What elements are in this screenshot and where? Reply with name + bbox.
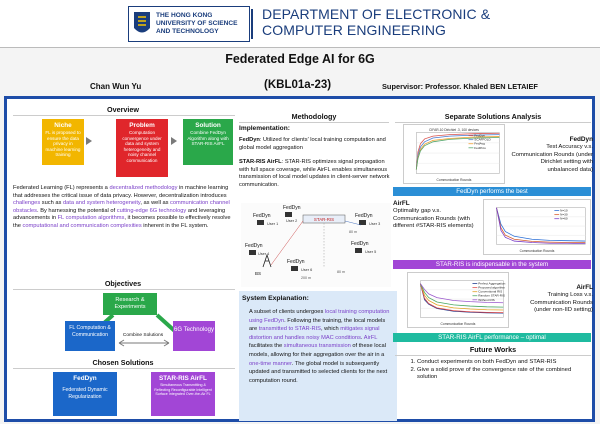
solution-text: Combine FedDyn Algorithm along with STAR-RIS AirFL	[187, 130, 229, 147]
objectives-rule	[13, 289, 235, 290]
user-6-label: User 6	[301, 268, 313, 272]
legend-label: Random STAR-RIS	[478, 293, 505, 298]
legend-label: Without RIS	[478, 297, 495, 302]
legend-label: N=10	[560, 208, 568, 213]
user-3-label: User 3	[369, 222, 381, 226]
body-text: facilitates the	[249, 343, 284, 350]
highlight-text: mitigates signal distortion and handles noisy MAC conditions	[249, 326, 380, 341]
diagram-star-ris-label: STAR-RIS	[313, 217, 335, 222]
methodology-rule	[239, 122, 389, 123]
body-text: . The global model is subsequently updated and transmitted to selected clients for the next computation round.	[249, 360, 388, 384]
feddyn-description	[239, 137, 391, 152]
solution-title: Solution	[195, 122, 221, 129]
user-2-label: User 2	[286, 219, 298, 223]
arrow-right-icon	[86, 137, 92, 145]
combine-solutions-label: Combine Solutions	[122, 333, 164, 338]
legend-label: N=30	[560, 212, 568, 217]
highlight-text: simultaneous transmission	[283, 343, 351, 350]
overview-paragraph	[13, 185, 235, 231]
overview-rule	[13, 115, 235, 116]
loss-analysis-description: Training Loss v.s. Communication Rounds (under non-IID setting)	[530, 292, 593, 314]
niche-text: FL is proposed to ensure the data privacy in machine learning training	[45, 130, 81, 158]
base-station-label: BS	[255, 271, 262, 276]
system-diagram	[241, 203, 391, 287]
future-item: 1. Conduct experiments on both FedDyn and STAR-RIS	[417, 359, 579, 367]
legend-label: Proposed algorithm	[478, 285, 505, 290]
implementation-label: Implementation:	[239, 125, 290, 132]
loss-analysis-text	[513, 283, 593, 315]
highlight-text: computational and communication complexities	[22, 222, 142, 229]
user-device-icon	[355, 248, 362, 253]
optimality-analysis-title: AirFL	[393, 200, 410, 207]
body-text: and leveraging advancements in	[13, 207, 226, 222]
highlight-text: FL computation algorithms	[57, 215, 125, 222]
body-text: , as well as	[140, 200, 171, 207]
feddyn-solution-card	[53, 372, 117, 416]
legend-label: N=60	[560, 216, 568, 221]
methodology-heading: Methodology	[291, 112, 337, 121]
training-loss-plot	[407, 272, 509, 328]
star-ris-caption: STAR-RIS is indispensable in the system	[393, 260, 591, 269]
logo-line-3: AND TECHNOLOGY	[156, 28, 219, 36]
highlight-text: challenges	[13, 200, 41, 207]
header-divider	[251, 9, 253, 39]
chosen-solutions-heading: Chosen Solutions	[92, 358, 154, 367]
highlight-text: data and system heterogeneity	[62, 200, 141, 207]
star-ris-solution-text: Simultaneous Transmitting & Reflecting Reconfigurable Intelligent Surface Integrated Over-the-Air FL	[154, 383, 212, 397]
highlight-text: AirFL	[363, 334, 378, 341]
user-device-icon	[359, 220, 366, 225]
distance-label: 200 m	[301, 276, 311, 280]
body-text: Federated Learning (FL) represents a	[13, 185, 110, 191]
problem-title: Problem	[129, 122, 155, 129]
x-axis-label: Communication Rounds	[436, 178, 472, 183]
logo-line-2: UNIVERSITY OF SCIENCE	[156, 19, 238, 27]
loss-analysis-title: AirFL	[576, 284, 593, 291]
author: Chan Wun Yu	[90, 82, 142, 91]
overview-heading: Overview	[107, 105, 139, 114]
legend-label: FedProx	[474, 145, 486, 150]
user-5-label: User 5	[365, 250, 377, 254]
poster-title: Federated Edge AI for 6G	[225, 52, 375, 66]
user-4-label: User 4	[258, 252, 270, 256]
body-text: of these local models, allowing for their aggregation over the air in a	[249, 343, 386, 358]
diagram-feddyn-2: FedDyn	[283, 205, 301, 211]
body-text: , which	[320, 326, 341, 333]
feddyn-label: FedDyn	[239, 137, 260, 143]
feddyn-analysis-title: FedDyn	[569, 136, 593, 143]
legend-label: FedAvg	[474, 141, 485, 146]
feddyn-analysis-description: Test Accuracy v.s. Communication Rounds (under Dirichlet setting with unbalanced data)	[511, 144, 593, 174]
x-axis-label: Communication Rounds	[440, 322, 476, 327]
poster-panel	[4, 96, 595, 422]
6g-technology-box: 6G Technology	[173, 321, 215, 351]
star-ris-description	[239, 159, 391, 189]
solution-card	[183, 119, 233, 165]
body-text: , it becomes possible to effectively resolve the	[13, 215, 231, 229]
university-name	[156, 12, 238, 37]
highlight-text: communication channel obstacles	[13, 200, 230, 214]
problem-card	[116, 119, 168, 177]
distance-label: 80 m	[337, 270, 345, 274]
optimality-analysis-text	[393, 199, 475, 231]
department-name	[262, 6, 490, 38]
legend-label: SCAFFOLD	[474, 137, 491, 142]
legend-label: Conventional RIS	[478, 289, 503, 294]
highlight-text: cutting-edge 6G technology	[116, 207, 187, 214]
header-banner	[0, 0, 600, 48]
chart-title: CIFAR-10 Dirichlet .3, 100 devices	[429, 127, 479, 132]
body-text: .	[360, 334, 364, 341]
niche-title: Niche	[54, 122, 72, 129]
legend-label: Perfect Aggregation	[478, 281, 506, 286]
diagram-feddyn-6: FedDyn	[287, 259, 305, 265]
double-arrow-icon	[115, 339, 173, 347]
objectives-heading: Objectives	[104, 279, 142, 288]
user-device-icon	[285, 212, 292, 217]
x-axis-label: Communication Rounds	[519, 249, 555, 254]
optimality-gap-plot	[483, 199, 591, 255]
feddyn-caption: FedDyn performs the best	[393, 187, 591, 196]
project-code: (KBL01a-23)	[264, 79, 332, 91]
analysis-heading: Separate Solutions Analysis	[444, 112, 542, 121]
user-1-label: User 1	[267, 222, 279, 226]
star-ris-label: STAR-RIS AirFL	[239, 159, 282, 165]
airfl-caption: STAR-RIS AirFL performance – optimal	[393, 333, 591, 342]
research-experiments-box: Research & Experiments	[103, 293, 157, 315]
test-accuracy-plot	[403, 124, 505, 184]
optimality-analysis-description: Optimality gap v.s. Communication Rounds (with different #STAR-RIS elements)	[393, 208, 474, 230]
problem-text: Computation convergence under data and system heterogeneity and noisy channel communication	[122, 130, 162, 163]
university-seal-icon	[132, 10, 152, 38]
feddyn-analysis-text	[509, 135, 593, 175]
user-device-icon	[291, 266, 298, 271]
system-explanation-heading: System Explanation:	[242, 295, 309, 302]
body-text: in machine learning that addresses the critical issue of data privacy. However, decentralization introduces	[13, 185, 229, 199]
system-explanation-text	[249, 308, 395, 385]
feddyn-solution-title: FedDyn	[73, 375, 97, 382]
star-ris-solution-title: STAR-RIS AirFL	[159, 375, 207, 382]
body-text: . Following the training, the local models are	[249, 317, 386, 333]
diagram-feddyn-3: FedDyn	[355, 213, 373, 219]
supervisor: Supervisor: Professor. Khaled BEN LETAIEF	[382, 82, 538, 91]
chosen-rule	[13, 368, 235, 369]
niche-card	[42, 119, 84, 165]
body-text: A subset of clients undergoes	[249, 309, 325, 315]
university-logo	[128, 6, 250, 42]
analysis-rule	[395, 122, 591, 123]
body-text: inherent in the FL system.	[141, 222, 209, 229]
fl-computation-box: FL Computation & Communication	[65, 321, 115, 351]
body-text: . By harnessing the potential of	[37, 207, 117, 214]
logo-line-1: THE HONG KONG	[156, 11, 213, 19]
feddyn-solution-text: Federated Dynamic Regularization	[62, 387, 108, 400]
user-device-icon	[249, 250, 256, 255]
feddyn-text: : Utilized for clients' local training computation and global model aggregation	[239, 137, 386, 151]
future-works-list	[409, 359, 579, 382]
highlight-text: decentralized methodology	[109, 185, 178, 191]
highlight-text: one-time manner	[249, 360, 292, 367]
arrow-right-icon	[171, 137, 177, 145]
star-ris-solution-card	[151, 372, 215, 416]
system-explanation-box	[239, 291, 397, 421]
department-line-1: DEPARTMENT OF ELECTRONIC &	[262, 6, 491, 22]
future-works-heading: Future Works	[469, 345, 517, 354]
diagram-feddyn-1: FedDyn	[253, 213, 271, 219]
legend-label: FedDyn	[474, 133, 486, 138]
future-rule	[395, 355, 591, 356]
future-item: 2. Give a solid prove of the convergence rate of the combined solution	[417, 367, 579, 382]
distance-label: 80 m	[349, 230, 357, 234]
highlight-text: local training computation using FedDyn	[249, 309, 390, 324]
department-line-2: COMPUTER ENGINEERING	[262, 22, 447, 38]
body-text: such as	[40, 200, 63, 207]
star-ris-text: : STAR-RIS optimizes signal propagation with full space coverage, while AirFL enables simultaneous transmission of local model updates in client-server network communication.	[239, 159, 390, 188]
diagram-feddyn-4: FedDyn	[245, 243, 263, 249]
diagram-feddyn-5: FedDyn	[351, 241, 369, 247]
user-device-icon	[257, 220, 264, 225]
highlight-text: transmitted to STAR-RIS	[258, 326, 321, 333]
